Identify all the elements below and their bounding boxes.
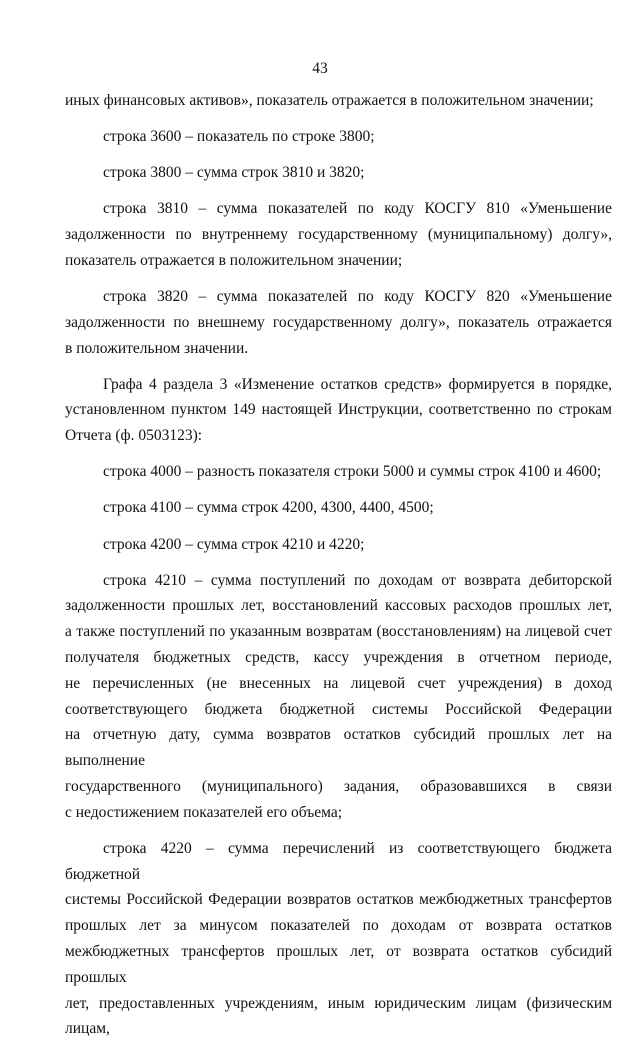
paragraph [65, 284, 612, 361]
text-line: Отчета (ф. 0503123): [65, 427, 203, 445]
paragraph [65, 124, 612, 150]
text-line: строка 4100 – сумма строк 4200, 4300, 4400, 4500; [103, 499, 434, 517]
text-line: соответствующего бюджета бюджетной системы Российской Федерации [65, 700, 612, 718]
text-line: строка 4200 – сумма строк 4210 и 4220; [103, 535, 365, 553]
paragraph [65, 532, 612, 558]
paragraph [65, 459, 612, 485]
text-line: строка 3600 – показатель по строке 3800; [103, 128, 375, 146]
paragraph [65, 495, 612, 521]
text-line: с недостижением показателей его объема; [65, 803, 343, 821]
text-line: Графа 4 раздела 3 «Изменение остатков средств» формируется в порядке, [103, 375, 612, 393]
paragraph [65, 160, 612, 186]
text-line: установленном пунктом 149 настоящей Инструкции, соответственно по строкам [65, 401, 612, 419]
paragraph [65, 568, 612, 826]
paragraph [65, 88, 612, 114]
text-line: на отчетную дату, сумма возвратов остатков субсидий прошлых лет на выполнение [65, 726, 612, 770]
page-number: 43 [312, 60, 328, 77]
text-line: системы Российской Федерации возвратов остатков межбюджетных трансфертов [65, 891, 612, 909]
text-line: задолженности по внешнему государственному долгу», показатель отражается [65, 313, 612, 331]
text-line: получателя бюджетных средств, кассу учреждения в отчетном периоде, [65, 649, 612, 667]
text-line: лет, предоставленных учреждениям, иным юридическим лицам (физическим лицам, [65, 994, 612, 1038]
text-line: межбюджетных трансфертов прошлых лет, от возврата остатков субсидий прошлых [65, 943, 612, 986]
text-line: прошлых лет за минусом показателей по доходам от возврата остатков [65, 917, 612, 935]
text-line: строка 3810 – сумма показателей по коду КОСГУ 810 «Уменьшение [103, 200, 612, 218]
text-line: строка 3800 – сумма строк 3810 и 3820; [103, 164, 365, 182]
document-body [65, 88, 612, 1053]
text-line: в положительном значении. [65, 339, 249, 357]
text-line: задолженности по внутреннему государственному (муниципальному) долгу», [65, 226, 612, 244]
paragraph [65, 196, 612, 273]
text-line: государственного (муниципального) задания, образовавшихся в связи [65, 778, 612, 795]
text-line: строка 3820 – сумма показателей по коду КОСГУ 820 «Уменьшение [103, 287, 612, 305]
text-line: строка 4000 – разность показателя строки 5000 и суммы строк 4100 и 4600; [103, 463, 602, 481]
paragraph [65, 372, 612, 449]
text-line: иных финансовых активов», показатель отражается в положительном значении; [65, 92, 594, 109]
paragraph [65, 836, 612, 1042]
text-line: не перечисленных (не внесенных на лицевой счет учреждения) в доход [65, 674, 612, 692]
text-line: строка 4210 – сумма поступлений по доходам от возврата дебиторской [103, 571, 612, 589]
text-line: строка 4220 – сумма перечислений из соответствующего бюджета бюджетной [65, 839, 612, 883]
text-line: а также поступлений по указанным возвратам (восстановлениям) на лицевой счет [65, 623, 612, 641]
text-line: показатель отражается в положительном значении; [65, 251, 403, 269]
text-line: задолженности прошлых лет, восстановлений кассовых расходов прошлых лет, [65, 597, 612, 615]
